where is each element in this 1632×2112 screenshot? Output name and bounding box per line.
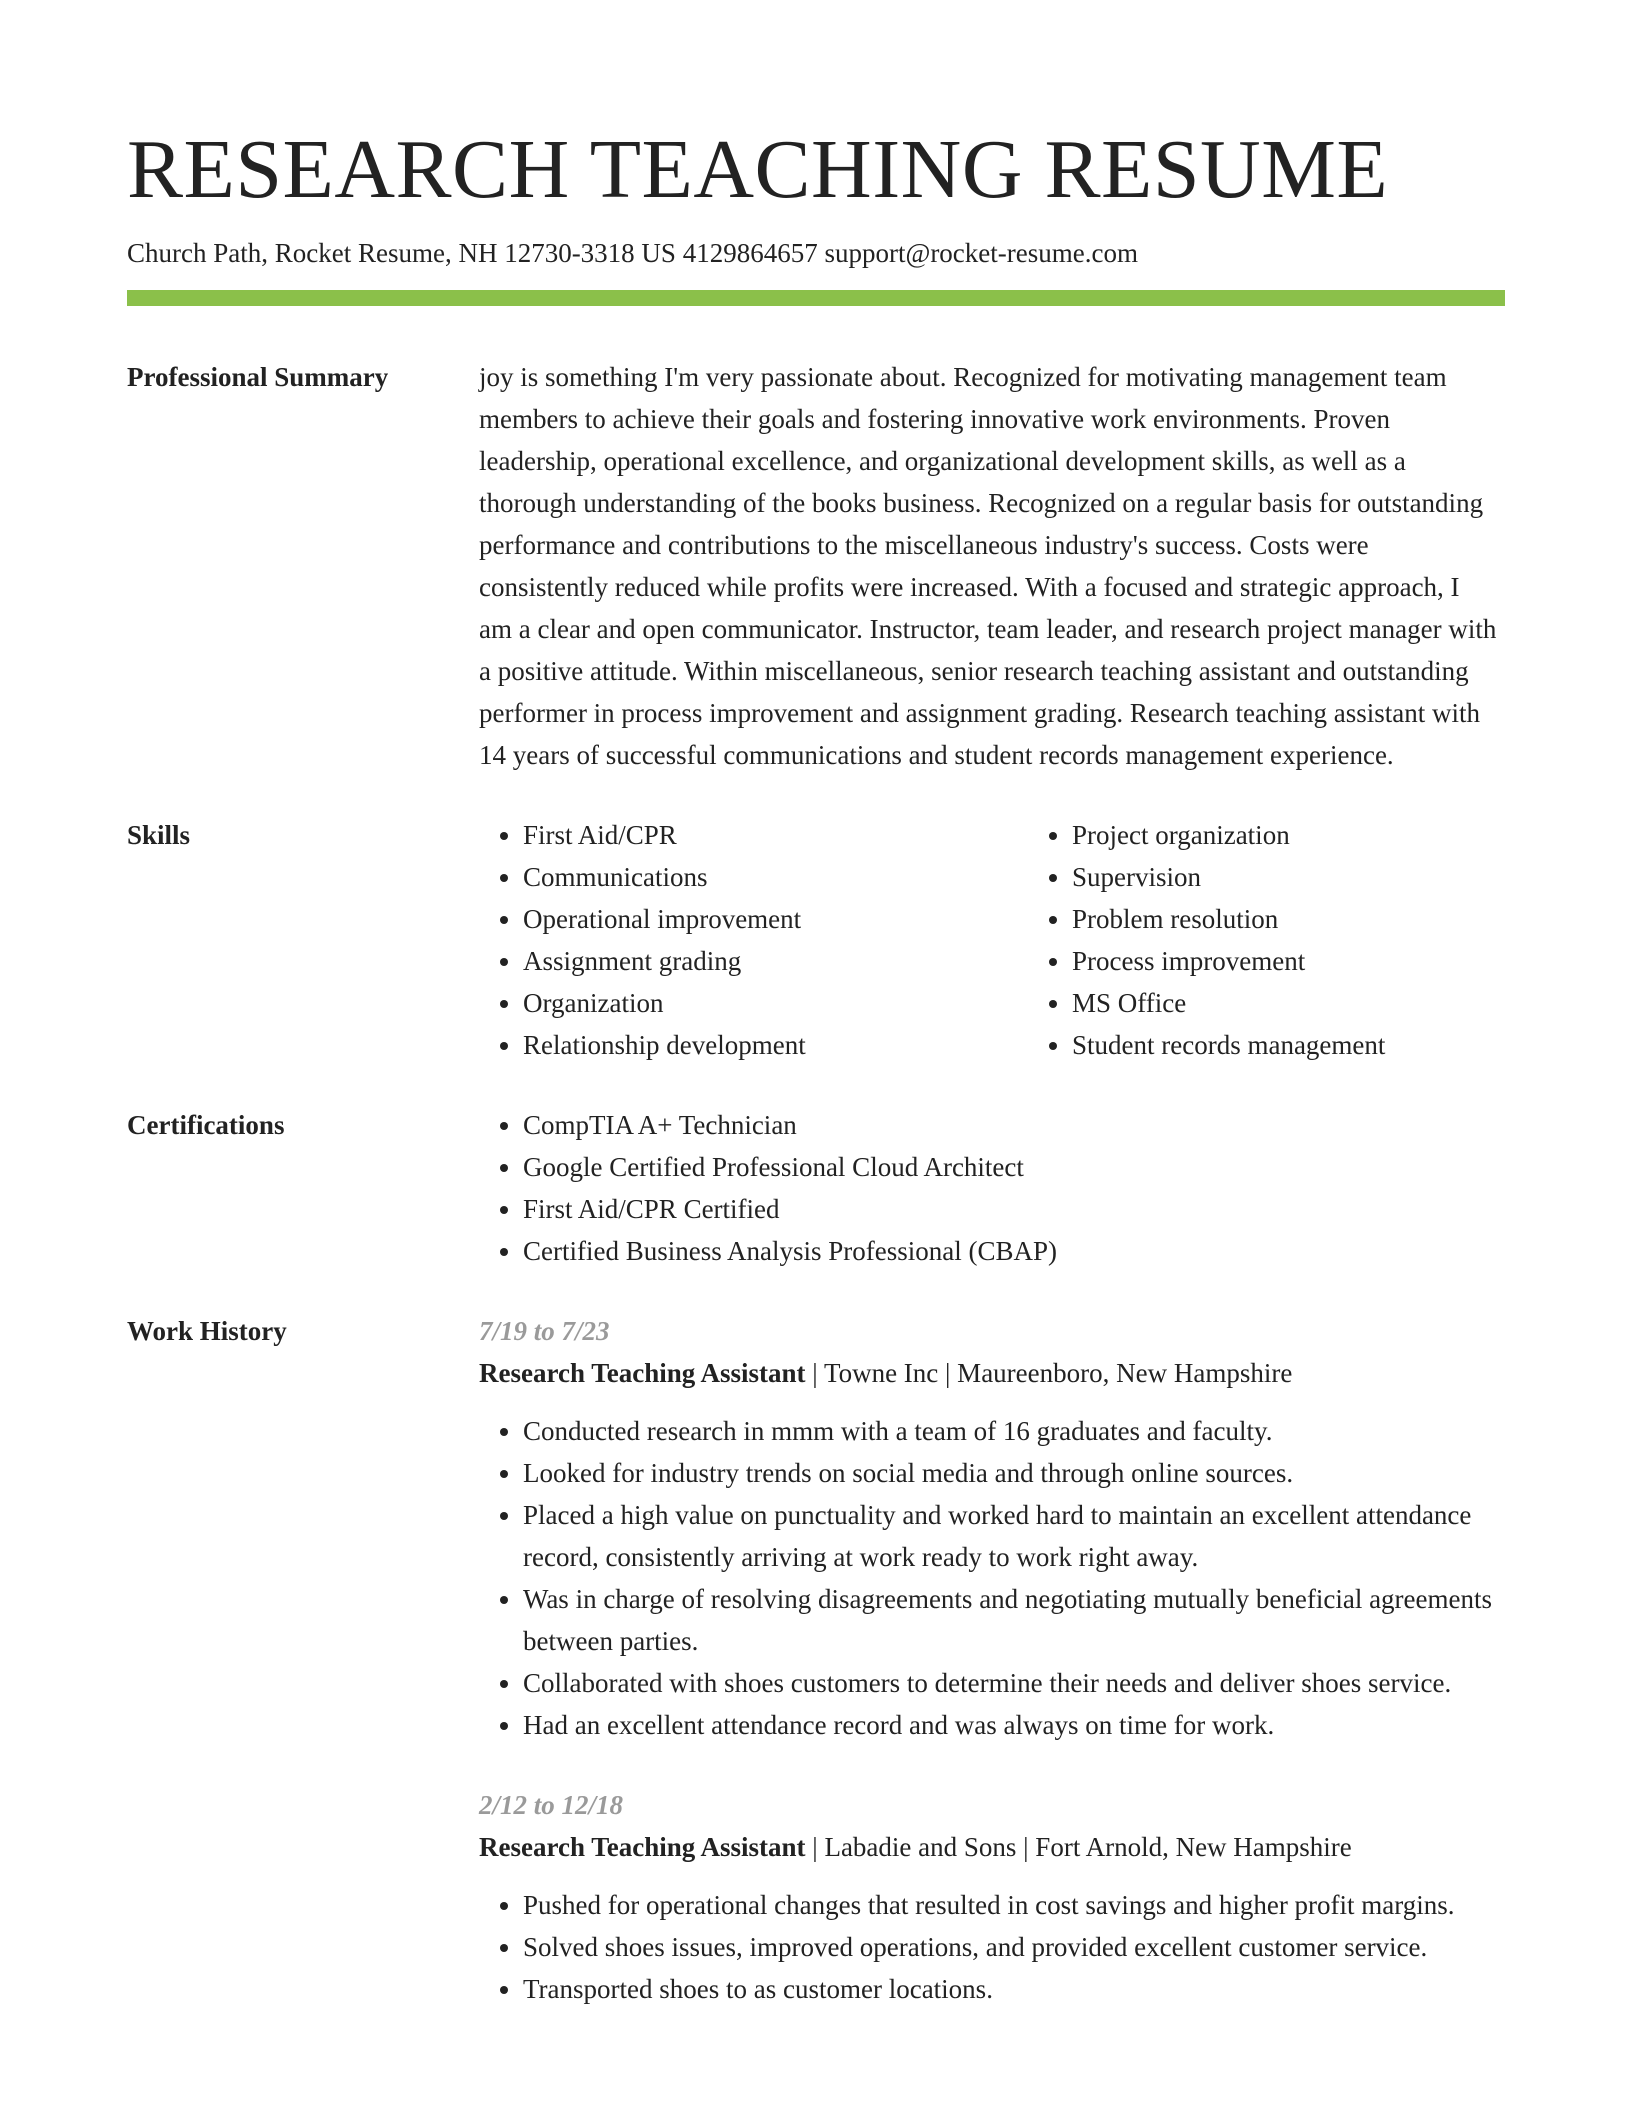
section-label: Professional Summary (127, 362, 389, 392)
skill-item: • Organization (523, 982, 1028, 1024)
skill-item: • Process improvement (1072, 940, 1577, 982)
work-history-section (127, 1310, 1505, 2048)
job-bullet: • Looked for industry trends on social media and through online sources. (523, 1452, 1505, 1494)
job-bullet: • Transported shoes to as customer locations. (523, 1968, 1505, 2010)
job-bullet: • Collaborated with shoes customers to determine their needs and deliver shoes service. (523, 1662, 1505, 1704)
certifications-section (127, 1104, 1505, 1272)
skill-item: • Supervision (1072, 856, 1577, 898)
certification-item: • Certified Business Analysis Professional (CBAP) (523, 1230, 1505, 1272)
job-bullets (479, 1410, 1505, 1746)
skill-item: • Communications (523, 856, 1028, 898)
summary-text: joy is something I'm very passionate about. Recognized for motivating management team members to achieve their goals and fostering innovative work environments. Proven leadership, operational excellence, and organizational development skills, as well as a thorough understanding of the books business. Recognized on a regular basis for outstanding performance and contributions to the miscellaneous industry's success. Costs were consistently reduced while profits were increased. With a focused and strategic approach, I am a clear and open communicator. Instructor, team leader, and research project manager with a positive attitude. Within miscellaneous, senior research teaching assistant and outstanding performer in process improvement and assignment grading. Research teaching assistant with 14 years of successful communications and student records management experience. (479, 362, 1497, 770)
job-details: | Towne Inc | Maureenboro, New Hampshire (805, 1358, 1293, 1388)
job-entry (479, 1784, 1505, 2010)
job-dates: 2/12 to 12/18 (479, 1790, 624, 1820)
skill-item: • Student records management (1072, 1024, 1577, 1066)
job-bullet: • Had an excellent attendance record and was always on time for work. (523, 1704, 1505, 1746)
certification-item: • CompTIA A+ Technician (523, 1104, 1505, 1146)
job-bullet: • Conducted research in mmm with a team of 16 graduates and faculty. (523, 1410, 1505, 1452)
skill-item: • MS Office (1072, 982, 1577, 1024)
skill-item: • First Aid/CPR (523, 814, 1028, 856)
job-dates: 7/19 to 7/23 (479, 1316, 610, 1346)
certifications-list (479, 1104, 1505, 1272)
certification-item: • Google Certified Professional Cloud Architect (523, 1146, 1505, 1188)
job-bullet: • Was in charge of resolving disagreements and negotiating mutually beneficial agreements between parties. (523, 1578, 1505, 1662)
job-title: Research Teaching Assistant (479, 1832, 806, 1862)
job-heading (479, 1826, 1505, 1868)
job-bullets (479, 1884, 1505, 2010)
skill-item: • Relationship development (523, 1024, 1028, 1066)
accent-rule (127, 290, 1505, 306)
job-bullet: • Pushed for operational changes that resulted in cost savings and higher profit margins. (523, 1884, 1505, 1926)
skill-item: • Assignment grading (523, 940, 1028, 982)
skill-item: • Operational improvement (523, 898, 1028, 940)
skills-list-left (479, 814, 1028, 1066)
job-bullet: • Placed a high value on punctuality and worked hard to maintain an excellent attendance record, consistently arriving at work ready to work right away. (523, 1494, 1505, 1578)
skill-item: • Problem resolution (1072, 898, 1577, 940)
summary-section (127, 356, 1505, 776)
resume-title: RESEARCH TEACHING RESUME (127, 123, 1389, 216)
resume-page (127, 118, 1505, 2048)
job-entry (479, 1310, 1505, 1746)
skills-section (127, 814, 1505, 1066)
job-bullet: • Solved shoes issues, improved operations, and provided excellent customer service. (523, 1926, 1505, 1968)
job-title: Research Teaching Assistant (479, 1358, 806, 1388)
skills-list-right (1028, 814, 1577, 1066)
job-details: | Labadie and Sons | Fort Arnold, New Hampshire (805, 1832, 1352, 1862)
section-label: Certifications (127, 1110, 285, 1140)
skill-item: • Project organization (1072, 814, 1577, 856)
section-label: Skills (127, 820, 191, 850)
section-label: Work History (127, 1316, 287, 1346)
certification-item: • First Aid/CPR Certified (523, 1188, 1505, 1230)
job-heading (479, 1352, 1505, 1394)
contact-line: Church Path, Rocket Resume, NH 12730-3318 US 4129864657 support@rocket-resume.com (127, 238, 1138, 268)
